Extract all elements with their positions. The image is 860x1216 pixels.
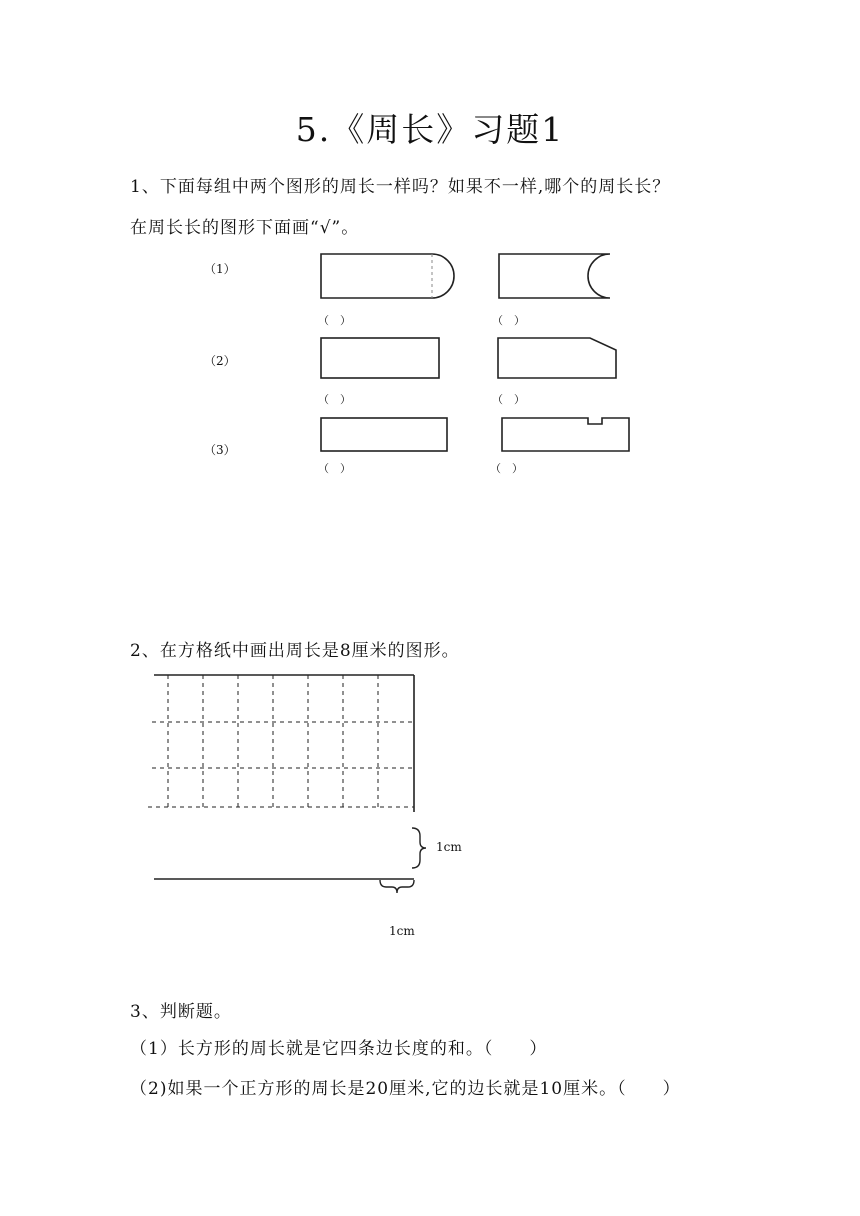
q1-group-3-blank-left[interactable]: （ ） xyxy=(318,462,351,475)
q1-group-1-blank-right[interactable]: （ ） xyxy=(492,314,525,327)
q1-group-1-label: （1） xyxy=(204,262,236,276)
q1-prompt-line2: 在周长长的图形下面画“√”。 xyxy=(130,218,360,238)
q2-prompt: 2、在方格纸中画出周长是8厘米的图形。 xyxy=(130,641,460,661)
q1-group-2-label: （2） xyxy=(204,354,236,368)
q1-group-3-label: （3） xyxy=(204,443,236,457)
q1-prompt-line1: 1、下面每组中两个图形的周长一样吗？如果不一样,哪个的周长长？ xyxy=(130,177,671,197)
q1-group-3-blank-right[interactable]: （ ） xyxy=(490,462,523,475)
page-title: 5.《周长》习题1 xyxy=(295,110,565,149)
q3-heading: 3、判断题。 xyxy=(130,1002,232,1022)
q1-group-2-blank-right[interactable]: （ ） xyxy=(492,393,525,406)
q3-item-1: （1）长方形的周长就是它四条边长度的和。（ ） xyxy=(130,1039,548,1059)
q2-horizontal-brace xyxy=(380,880,414,893)
q2-scale-vertical-label: 1cm xyxy=(436,840,462,854)
q2-scale-horizontal-label: 1cm xyxy=(389,924,415,938)
q3-item-2: （2)如果一个正方形的周长是20厘米,它的边长就是10厘米。（ ） xyxy=(130,1079,681,1099)
q1-group-1-blank-left[interactable]: （ ） xyxy=(318,314,351,327)
q2-vertical-brace xyxy=(412,828,426,868)
q1-group-2-blank-left[interactable]: （ ） xyxy=(318,393,351,406)
